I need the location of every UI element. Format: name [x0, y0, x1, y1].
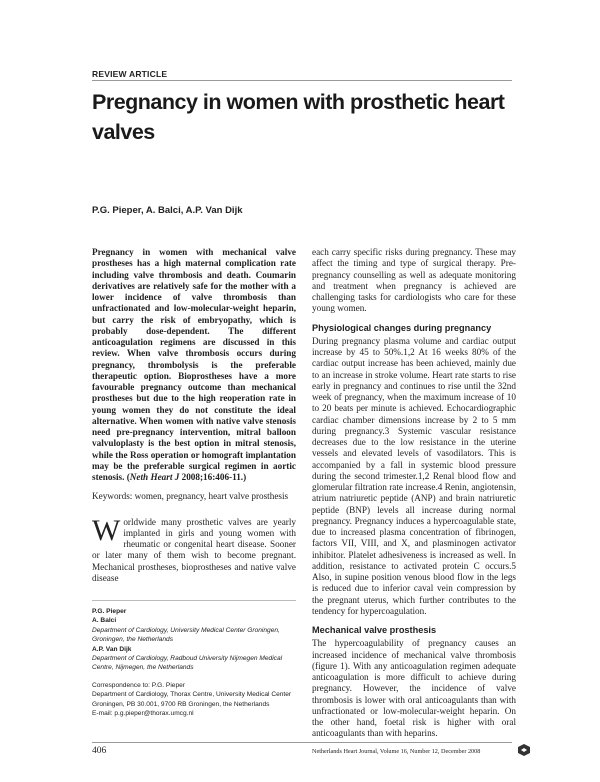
correspondence-email[interactable]: E-mail: p.g.pieper@thorax.umcg.nl — [92, 710, 194, 718]
affiliation-author-3: A.P. Van Dijk — [92, 645, 132, 653]
abstract-citation-rest: 2008;16:406-11.) — [179, 472, 247, 482]
heading-mechanical-valve: Mechanical valve prosthesis — [312, 625, 437, 635]
abstract-citation: Neth Heart J — [129, 472, 180, 482]
section-label: REVIEW ARTICLE — [92, 69, 168, 79]
keywords: Keywords: women, pregnancy, heart valve prosthesis — [92, 491, 289, 502]
affiliation-author-2: A. Balci — [92, 617, 117, 625]
paragraph-3: The hypercoagulability of pregnancy causes an increased incidence of mechanical valve thrombosis (figure 1). With any anticoagulation regimen adequate anticoagulation is more difficult to achieve during pregnancy. However, the incidence of valve thrombosis is lower with oral anticoagulants than with unfractionated or low-molecular-weight heparin. On the other hand, foetal risk is higher with oral anticoagulants than with heparins. — [312, 638, 516, 739]
abstract-text: Pregnancy in women with mechanical valve prostheses has a high maternal complication rate including valve thrombosis and death. Coumarin derivatives are relatively safe for the mother with a lower incidence of valve thrombosis than unfractionated and low-molecular-weight heparin, but carry the risk of embryopathy, which is probably dose-dependent. The different anticoagulation regimens are discussed in this review. When valve thrombosis occurs during pregnancy, thrombolysis is the preferable therapeutic option. Bioprostheses have a more favourable pregnancy outcome than mechanical prostheses but due to the high reoperation rate in young women they do not constitute the ideal alternative. When women with native valve stenosis need pre-pregnancy intervention, mitral balloon valvuloplasty is the best option in mitral stenosis, while the Ross operation or homograft implantation may be the preferable surgical regimen in aortic stenosis. ( — [92, 247, 296, 482]
article-title: Pregnancy in women with prosthetic heart valves — [92, 90, 505, 144]
journal-info: Netherlands Heart Journal, Volume 16, Number 12, December 2008 — [312, 748, 481, 755]
header-divider — [92, 80, 512, 81]
abstract — [92, 247, 296, 483]
journal-logo-icon — [516, 743, 532, 757]
intro-text: orldwide many prosthetic valves are yearly implanted in girls and young women with rheumatic or congenital heart disease. Sooner or later many of them wish to become pregnant. Mechanical prostheses, bioprostheses and native valve disease — [92, 516, 296, 583]
heading-physiological-changes: Physiological changes during pregnancy — [312, 322, 492, 333]
correspondence-label: Correspondence to: P.G. Pieper — [92, 681, 185, 689]
left-column — [92, 247, 296, 584]
page-number: 406 — [92, 746, 107, 756]
author-list: P.G. Pieper, A. Balci, A.P. Van Dijk — [92, 205, 243, 216]
right-column — [312, 247, 516, 740]
intro-paragraph — [92, 513, 296, 585]
drop-cap: W — [92, 513, 121, 547]
affiliations — [92, 607, 302, 718]
affiliation-divider — [92, 600, 296, 601]
paragraph-2: During pregnancy plasma volume and cardiac output increase by 45 to 50%.1,2 At 16 weeks 80% of the cardiac output increase has been achieved, mainly due to an increase in stroke volume. Heart rate starts to rise early in pregnancy and continues to rise until the 32nd week of pregnancy, when the maximum increase of 10 to 20 beats per minute is achieved. Echocardiographic cardiac chamber dimensions increase by 2 to 5 mm during pregnancy.3 Systemic vascular resistance decreases due to the low resistance in the uterine vessels and elevated levels of vasodilators. This is accompanied by a fall in systemic blood pressure during the second trimester.1,2 Renal blood flow and glomerular filtration rate increase.4 Renin, angiotensin, atrium natriuretic peptide (ANP) and brain natriuretic peptide (BNP) levels all increase during normal pregnancy. Pregnancy induces a hypercoagulable state, due to increased plasma concentration of fibrinogen, factors VII, VIII, and X, and plasminogen activator inhibitor. Platelet adhesiveness is increased as well. In addition, resistance to activated protein C occurs.5 Also, in supine position venous blood flow in the legs is reduced due to inferior caval vein compression by the pregnant uterus, which further contributes to the tendency for hypercoagulation. — [312, 335, 516, 616]
paragraph-1: each carry specific risks during pregnancy. These may affect the timing and type of surgical therapy. Pre-pregnancy counselling as well as adequate monitoring and treatment when pregnancy is achieved are challenging tasks for cardiologists who care for these young women. — [312, 247, 516, 314]
footer-divider — [92, 742, 512, 743]
affiliation-author-1: P.G. Pieper — [92, 608, 127, 615]
affiliation-dept-2: Department of Cardiology, Radboud University Nijmegen Medical Centre, Nijmegen, the Netherlands — [92, 655, 283, 672]
affiliation-dept-1: Department of Cardiology, University Medical Center Groningen, Groningen, the Netherlands — [92, 626, 280, 644]
correspondence-address: Department of Cardiology, Thorax Centre, University Medical Center Groningen, PB 30.001, 9700 RB Groningen, the Netherlands — [92, 691, 292, 708]
